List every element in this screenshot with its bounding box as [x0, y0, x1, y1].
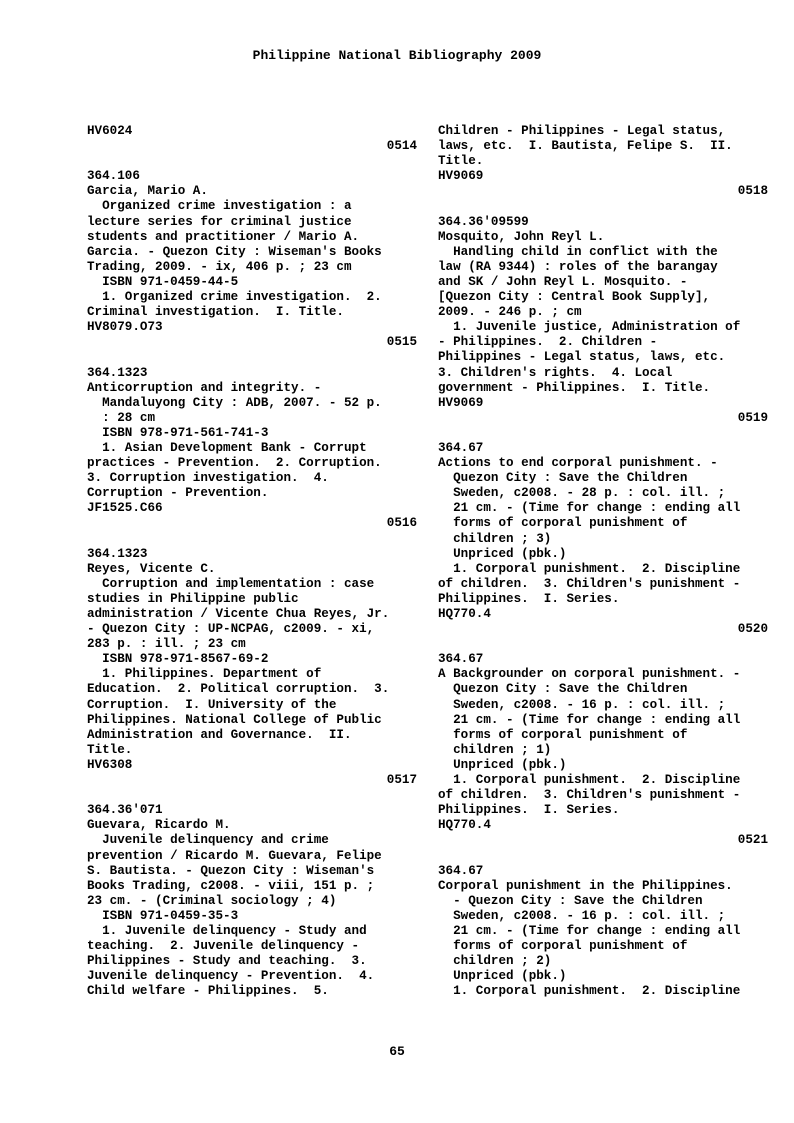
catalog-line: 1. Philippines. Department of [87, 667, 322, 682]
catalog-line [87, 154, 417, 169]
catalog-line: law (RA 9344) : roles of the barangay [438, 259, 718, 274]
catalog-line: Juvenile delinquency and crime [87, 833, 329, 848]
catalog-line: 21 cm. - (Time for change : ending all [438, 712, 741, 727]
catalog-line: 23 cm. - (Criminal sociology ; 4) [87, 893, 337, 908]
entry-number: 0521 [737, 833, 768, 848]
catalog-line: 364.67 [438, 440, 484, 455]
catalog-line: children ; 2) [438, 954, 552, 969]
catalog-line: children ; 3) [438, 531, 552, 546]
catalog-line: Guevara, Ricardo M. [87, 818, 231, 833]
catalog-line: Garcia, Mario A. [87, 184, 208, 199]
catalog-line: Organized crime investigation : a [87, 199, 352, 214]
entry-number: 0518 [737, 184, 768, 199]
catalog-line: 3. Corruption investigation. 4. [87, 471, 329, 486]
entry-number: 0519 [737, 410, 768, 425]
catalog-line: Children - Philippines - Legal status, [438, 124, 726, 138]
catalog-line: Corporal punishment in the Philippines. [438, 878, 733, 893]
entry-number: 0515 [386, 335, 417, 350]
catalog-line: Mandaluyong City : ADB, 2007. - 52 p. [87, 395, 382, 410]
catalog-line: : 28 cm [87, 410, 156, 425]
catalog-line: 364.67 [438, 652, 484, 667]
catalog-line: 364.106 [87, 169, 140, 184]
catalog-line: Trading, 2009. - ix, 406 p. ; 23 cm [87, 259, 352, 274]
catalog-line: practices - Prevention. 2. Corruption. [87, 456, 382, 471]
entry-number: 0520 [737, 622, 768, 637]
catalog-line: Education. 2. Political corruption. 3. [87, 682, 390, 697]
catalog-line: administration / Vicente Chua Reyes, Jr. [87, 607, 390, 621]
catalog-line: Handling child in conflict with the [438, 244, 718, 259]
catalog-line: 364.36'09599 [438, 214, 529, 229]
catalog-line: Philippines. I. Series. [438, 591, 620, 606]
catalog-line: HQ770.4 [438, 607, 491, 621]
catalog-line: Corruption and implementation : case [87, 576, 375, 591]
catalog-line: 1. Corporal punishment. 2. Discipline [438, 773, 741, 788]
catalog-line: Quezon City : Save the Children [438, 682, 688, 697]
catalog-line: teaching. 2. Juvenile delinquency - [87, 939, 360, 954]
catalog-line: Garcia. - Quezon City : Wiseman's Books [87, 244, 382, 259]
catalog-line: Title. [438, 154, 484, 169]
catalog-line: Child welfare - Philippines. 5. [87, 984, 329, 999]
catalog-line [438, 426, 768, 441]
entry-number: 0516 [386, 516, 417, 531]
catalog-line: - Philippines. 2. Children - [438, 335, 658, 350]
catalog-line: 2009. - 246 p. ; cm [438, 305, 582, 320]
catalog-line: HV9069 [438, 169, 484, 184]
catalog-line: children ; 1) [438, 742, 552, 757]
catalog-line: students and practitioner / Mario A. [87, 229, 360, 244]
catalog-line: 1. Juvenile justice, Administration of [438, 320, 741, 335]
catalog-line: [Quezon City : Central Book Supply], [438, 290, 711, 305]
catalog-line: Reyes, Vicente C. [87, 561, 216, 576]
page-header-title: Philippine National Bibliography 2009 [252, 48, 542, 63]
catalog-line: ISBN 978-971-561-741-3 [87, 425, 269, 440]
catalog-line: ISBN 971-0459-44-5 [87, 274, 239, 289]
catalog-line: - Quezon City : UP-NCPAG, c2009. - xi, [87, 622, 375, 637]
catalog-line: 1. Corporal punishment. 2. Discipline [438, 561, 741, 576]
page-number: 65 [389, 1044, 405, 1059]
catalog-line: government - Philippines. I. Title. [438, 380, 711, 395]
catalog-line: Actions to end corporal punishment. - [438, 456, 718, 471]
catalog-line: Philippines - Study and teaching. 3. [87, 954, 367, 969]
catalog-line: 1. Asian Development Bank - Corrupt [87, 440, 367, 455]
catalog-line [438, 637, 768, 652]
catalog-line: Sweden, c2008. - 16 p. : col. ill. ; [438, 697, 726, 712]
catalog-line: Sweden, c2008. - 28 p. : col. ill. ; [438, 486, 726, 501]
catalog-line: Unpriced (pbk.) [438, 757, 567, 772]
catalog-line: HV6308 [87, 757, 133, 772]
catalog-line [87, 788, 417, 803]
catalog-line: ISBN 978-971-8567-69-2 [87, 652, 269, 667]
catalog-line: 364.36'071 [87, 803, 163, 818]
catalog-line: 21 cm. - (Time for change : ending all [438, 501, 741, 516]
catalog-line: Quezon City : Save the Children [438, 471, 688, 486]
catalog-line: 3. Children's rights. 4. Local [438, 365, 673, 380]
catalog-line [87, 350, 417, 365]
catalog-line [87, 532, 417, 547]
catalog-line: Anticorruption and integrity. - [87, 380, 322, 395]
catalog-line: prevention / Ricardo M. Guevara, Felipe [87, 848, 382, 863]
catalog-line: HV8079.O73 [87, 320, 163, 335]
catalog-line: 364.1323 [87, 365, 148, 380]
catalog-line: Title. [87, 742, 133, 757]
catalog-line: Philippines. I. Series. [438, 803, 620, 818]
catalog-line: JF1525.C66 [87, 501, 163, 516]
catalog-line: forms of corporal punishment of [438, 516, 688, 531]
catalog-line: 1. Juvenile delinquency - Study and [87, 923, 367, 938]
catalog-line: 364.67 [438, 863, 484, 878]
catalog-line: Corruption. I. University of the [87, 697, 337, 712]
catalog-line: Corruption - Prevention. [87, 486, 269, 501]
right-column [438, 124, 768, 999]
catalog-line: Unpriced (pbk.) [438, 969, 567, 984]
catalog-line: S. Bautista. - Quezon City : Wiseman's [87, 863, 375, 878]
catalog-line: 21 cm. - (Time for change : ending all [438, 923, 741, 938]
catalog-line: ISBN 971-0459-35-3 [87, 908, 239, 923]
catalog-line: forms of corporal punishment of [438, 727, 688, 742]
catalog-line: Juvenile delinquency - Prevention. 4. [87, 969, 375, 984]
entry-number: 0517 [386, 773, 417, 788]
catalog-line: 283 p. : ill. ; 23 cm [87, 637, 246, 652]
catalog-line: Sweden, c2008. - 16 p. : col. ill. ; [438, 908, 726, 923]
catalog-line: Philippines. National College of Public [87, 712, 382, 727]
catalog-line: Mosquito, John Reyl L. [438, 229, 605, 244]
catalog-line: HQ770.4 [438, 818, 491, 833]
catalog-line: lecture series for criminal justice [87, 214, 352, 229]
catalog-line: of children. 3. Children's punishment - [438, 788, 741, 803]
catalog-line: HV9069 [438, 395, 484, 410]
catalog-line [438, 199, 768, 214]
catalog-line: forms of corporal punishment of [438, 939, 688, 954]
catalog-line: HV6024 [87, 124, 133, 138]
catalog-line: 1. Corporal punishment. 2. Discipline [438, 984, 741, 999]
catalog-line: laws, etc. I. Bautista, Felipe S. II. [438, 139, 733, 154]
catalog-line: Books Trading, c2008. - viii, 151 p. ; [87, 878, 375, 893]
catalog-line: - Quezon City : Save the Children [438, 893, 703, 908]
catalog-line: 364.1323 [87, 546, 148, 561]
catalog-line: and SK / John Reyl L. Mosquito. - [438, 274, 688, 289]
entry-number: 0514 [386, 139, 417, 154]
catalog-line: Administration and Governance. II. [87, 727, 352, 742]
catalog-line: A Backgrounder on corporal punishment. - [438, 667, 741, 682]
catalog-line: of children. 3. Children's punishment - [438, 576, 741, 591]
catalog-line: 1. Organized crime investigation. 2. [87, 290, 382, 305]
catalog-line [438, 849, 768, 864]
left-column [87, 124, 417, 999]
catalog-line: Unpriced (pbk.) [438, 546, 567, 561]
catalog-line: studies in Philippine public [87, 591, 299, 606]
catalog-line: Philippines - Legal status, laws, etc. [438, 350, 726, 365]
catalog-line: Criminal investigation. I. Title. [87, 305, 344, 320]
